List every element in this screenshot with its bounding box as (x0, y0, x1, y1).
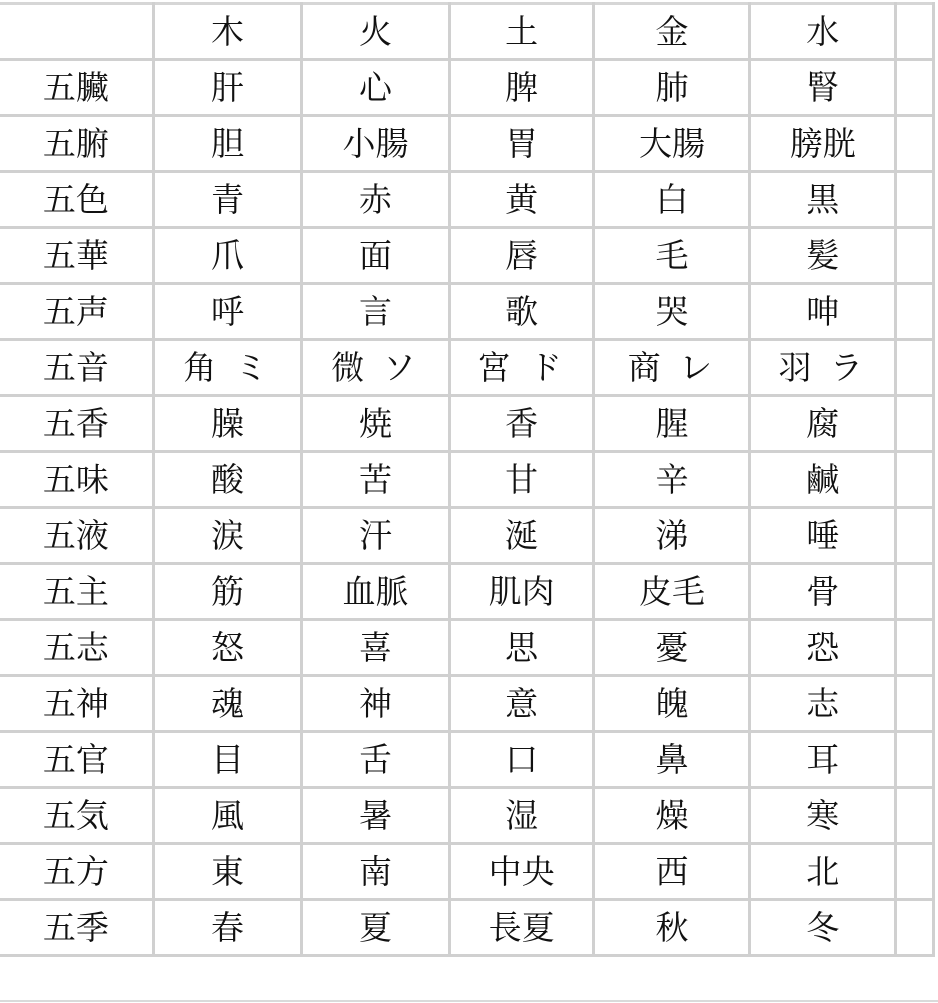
table-cell[interactable]: 甘 (449, 452, 594, 508)
row-label[interactable]: 五腑 (0, 116, 153, 172)
table-cell[interactable]: 胆 (153, 116, 301, 172)
table-row (0, 228, 934, 284)
table-row (0, 732, 934, 788)
table-cell[interactable]: 唇 (449, 228, 594, 284)
table-row (0, 900, 934, 956)
table-cell[interactable]: 青 (153, 172, 301, 228)
table-cell[interactable]: 血脈 (302, 564, 450, 620)
header-cell-water[interactable]: 水 (750, 4, 896, 60)
table-cell[interactable]: 筋 (153, 564, 301, 620)
table-cell[interactable]: 汗 (302, 508, 450, 564)
table-cell[interactable]: 大腸 (594, 116, 750, 172)
table-row (0, 452, 934, 508)
table-cell[interactable]: 黒 (750, 172, 896, 228)
table-row (0, 844, 934, 900)
table-row (0, 340, 934, 396)
table-cell[interactable]: 魄 (594, 676, 750, 732)
empty-cell[interactable] (896, 396, 934, 452)
table-cell[interactable]: 鹹 (750, 452, 896, 508)
row-label[interactable]: 五官 (0, 732, 153, 788)
table-cell[interactable]: 魂 (153, 676, 301, 732)
empty-cell[interactable] (896, 676, 934, 732)
table-cell[interactable]: 膀胱 (750, 116, 896, 172)
table-cell[interactable]: 唾 (750, 508, 896, 564)
table-cell[interactable]: 言 (302, 284, 450, 340)
table-cell[interactable]: 酸 (153, 452, 301, 508)
table-cell[interactable]: 神 (302, 676, 450, 732)
table-cell[interactable]: 怒 (153, 620, 301, 676)
table-cell[interactable]: 腥 (594, 396, 750, 452)
table-cell[interactable]: 思 (449, 620, 594, 676)
table-row (0, 788, 934, 844)
table-cell[interactable]: 中央 (449, 844, 594, 900)
table-cell[interactable]: 胃 (449, 116, 594, 172)
table-cell[interactable]: 冬 (750, 900, 896, 956)
empty-cell[interactable] (896, 620, 934, 676)
table-cell[interactable]: 商 レ (594, 340, 750, 396)
table-cell[interactable]: 秋 (594, 900, 750, 956)
table-row (0, 508, 934, 564)
table-cell[interactable]: 春 (153, 900, 301, 956)
table-cell[interactable]: 呼 (153, 284, 301, 340)
table-cell[interactable]: 哭 (594, 284, 750, 340)
row-label[interactable]: 五声 (0, 284, 153, 340)
empty-cell[interactable] (896, 844, 934, 900)
table-cell[interactable]: 辛 (594, 452, 750, 508)
table-cell[interactable]: 肝 (153, 60, 301, 116)
table-cell[interactable]: 南 (302, 844, 450, 900)
table-row (0, 284, 934, 340)
empty-cell[interactable] (896, 172, 934, 228)
table-cell[interactable]: 憂 (594, 620, 750, 676)
table-cell[interactable]: 寒 (750, 788, 896, 844)
row-label[interactable]: 五華 (0, 228, 153, 284)
table-cell[interactable]: 面 (302, 228, 450, 284)
table-row (0, 564, 934, 620)
table-row (0, 676, 934, 732)
empty-cell[interactable] (896, 452, 934, 508)
table-cell[interactable]: 湿 (449, 788, 594, 844)
table-cell[interactable]: 爪 (153, 228, 301, 284)
empty-cell[interactable] (896, 60, 934, 116)
row-label[interactable]: 五臟 (0, 60, 153, 116)
table-cell[interactable]: 歌 (449, 284, 594, 340)
row-label[interactable]: 五味 (0, 452, 153, 508)
table-cell[interactable]: 毛 (594, 228, 750, 284)
table-cell[interactable]: 白 (594, 172, 750, 228)
table-row (0, 620, 934, 676)
table-cell[interactable]: 苦 (302, 452, 450, 508)
table-cell[interactable]: 目 (153, 732, 301, 788)
table-cell[interactable]: 骨 (750, 564, 896, 620)
table-cell[interactable]: 涎 (449, 508, 594, 564)
row-label[interactable]: 五液 (0, 508, 153, 564)
table-cell[interactable]: 涕 (594, 508, 750, 564)
empty-cell[interactable] (896, 284, 934, 340)
row-label[interactable]: 五志 (0, 620, 153, 676)
table-cell[interactable]: 宮 ド (449, 340, 594, 396)
row-label[interactable]: 五音 (0, 340, 153, 396)
header-cell-earth[interactable]: 土 (449, 4, 594, 60)
table-row (0, 396, 934, 452)
table-cell[interactable]: 喜 (302, 620, 450, 676)
table-cell[interactable]: 西 (594, 844, 750, 900)
table-cell[interactable]: 脾 (449, 60, 594, 116)
table-row (0, 172, 934, 228)
table-cell[interactable]: 羽 ラ (750, 340, 896, 396)
header-cell-fire[interactable]: 火 (302, 4, 450, 60)
table-cell[interactable]: 志 (750, 676, 896, 732)
table-cell[interactable]: 北 (750, 844, 896, 900)
table-cell[interactable]: 夏 (302, 900, 450, 956)
empty-cell[interactable] (896, 508, 934, 564)
table-cell[interactable]: 呻 (750, 284, 896, 340)
row-label[interactable]: 五神 (0, 676, 153, 732)
table-cell[interactable]: 腐 (750, 396, 896, 452)
table-row (0, 116, 934, 172)
table-cell[interactable]: 耳 (750, 732, 896, 788)
table-cell[interactable]: 臊 (153, 396, 301, 452)
table-cell[interactable]: 肌肉 (449, 564, 594, 620)
next-row-gridline (0, 1000, 938, 1002)
header-row (0, 4, 934, 60)
empty-cell[interactable] (896, 116, 934, 172)
table-cell[interactable]: 小腸 (302, 116, 450, 172)
table-cell[interactable]: 暑 (302, 788, 450, 844)
table-cell[interactable]: 焼 (302, 396, 450, 452)
empty-cell[interactable] (896, 228, 934, 284)
table-cell[interactable]: 微 ソ (302, 340, 450, 396)
table-cell[interactable]: 長夏 (449, 900, 594, 956)
table-cell[interactable]: 涙 (153, 508, 301, 564)
row-label[interactable]: 五方 (0, 844, 153, 900)
table-cell[interactable]: 肺 (594, 60, 750, 116)
table-cell[interactable]: 皮毛 (594, 564, 750, 620)
table-cell[interactable]: 腎 (750, 60, 896, 116)
empty-cell[interactable] (896, 340, 934, 396)
table-cell[interactable]: 燥 (594, 788, 750, 844)
table-cell[interactable]: 香 (449, 396, 594, 452)
table-cell[interactable]: 舌 (302, 732, 450, 788)
row-label[interactable]: 五香 (0, 396, 153, 452)
table-cell[interactable]: 風 (153, 788, 301, 844)
table-cell[interactable]: 髪 (750, 228, 896, 284)
row-label[interactable]: 五主 (0, 564, 153, 620)
table-cell[interactable]: 鼻 (594, 732, 750, 788)
table-cell[interactable]: 心 (302, 60, 450, 116)
row-label[interactable]: 五色 (0, 172, 153, 228)
five-elements-table (0, 2, 935, 957)
table-cell[interactable]: 黄 (449, 172, 594, 228)
table-cell[interactable]: 赤 (302, 172, 450, 228)
header-cell-empty[interactable] (896, 4, 934, 60)
empty-cell[interactable] (896, 900, 934, 956)
table-row (0, 60, 934, 116)
empty-cell[interactable] (896, 564, 934, 620)
table-cell[interactable]: 恐 (750, 620, 896, 676)
table-cell[interactable]: 口 (449, 732, 594, 788)
table-cell[interactable]: 角 ミ (153, 340, 301, 396)
table-cell[interactable]: 東 (153, 844, 301, 900)
row-label[interactable]: 五気 (0, 788, 153, 844)
empty-cell[interactable] (896, 788, 934, 844)
header-cell-corner[interactable] (0, 4, 153, 60)
header-cell-wood[interactable]: 木 (153, 4, 301, 60)
row-label[interactable]: 五季 (0, 900, 153, 956)
table-cell[interactable]: 意 (449, 676, 594, 732)
empty-cell[interactable] (896, 732, 934, 788)
header-cell-metal[interactable]: 金 (594, 4, 750, 60)
